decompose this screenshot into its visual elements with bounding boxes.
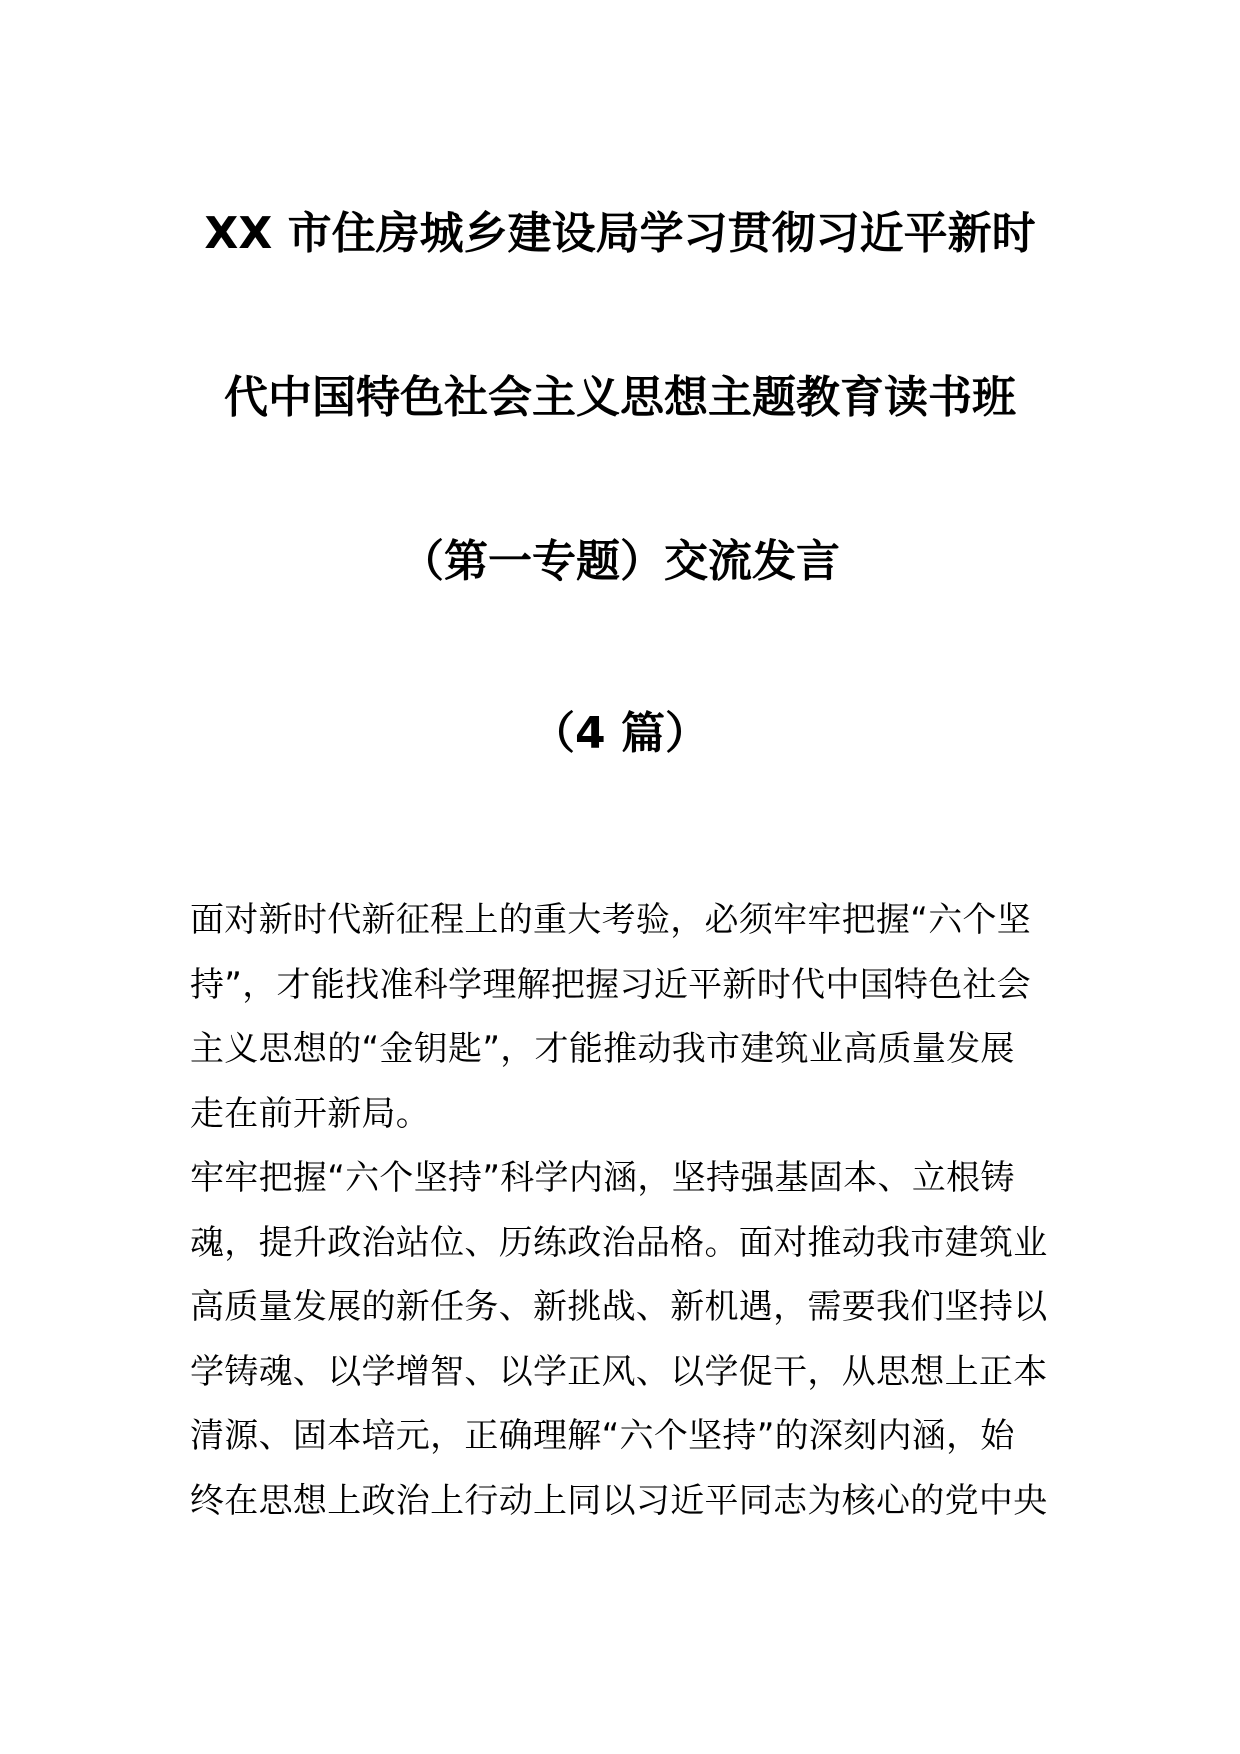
body-line: 面对新时代新征程上的重大考验，必须牢牢把握“六个坚: [190, 900, 1032, 940]
body-line: 终在思想上政治上行动上同以习近平同志为核心的党中央: [190, 1480, 1048, 1521]
body-line: 魂，提升政治站位、历练政治品格。面对推动我市建筑业: [190, 1222, 1048, 1263]
body-line: 学铸魂、以学增智、以学正风、以学促干，从思想上正本: [190, 1351, 1048, 1392]
body-line: 牢牢把握“六个坚持”科学内涵，坚持强基固本、立根铸: [190, 1158, 1015, 1198]
body-line: 高质量发展的新任务、新挑战、新机遇，需要我们坚持以: [190, 1287, 1048, 1327]
document-subtitle: （4 篇）: [531, 708, 709, 759]
body-line: 清源、固本培元，正确理解“六个坚持”的深刻内涵，始: [190, 1416, 1015, 1456]
body-line: 主义思想的“金钥匙”，才能推动我市建筑业高质量发展: [190, 1029, 1015, 1069]
title-line-3: （第一专题）交流发言: [400, 536, 840, 587]
body-line: 持”，才能找准科学理解把握习近平新时代中国特色社会: [190, 964, 1032, 1005]
body-text: [190, 888, 1060, 1533]
title-line-2: 代中国特色社会主义思想主题教育读书班: [224, 372, 1016, 423]
body-line: 走在前开新局。: [190, 1093, 431, 1134]
document-title: [150, 200, 1090, 595]
title-line-1: XX 市住房城乡建设局学习贯彻习近平新时: [204, 208, 1036, 259]
